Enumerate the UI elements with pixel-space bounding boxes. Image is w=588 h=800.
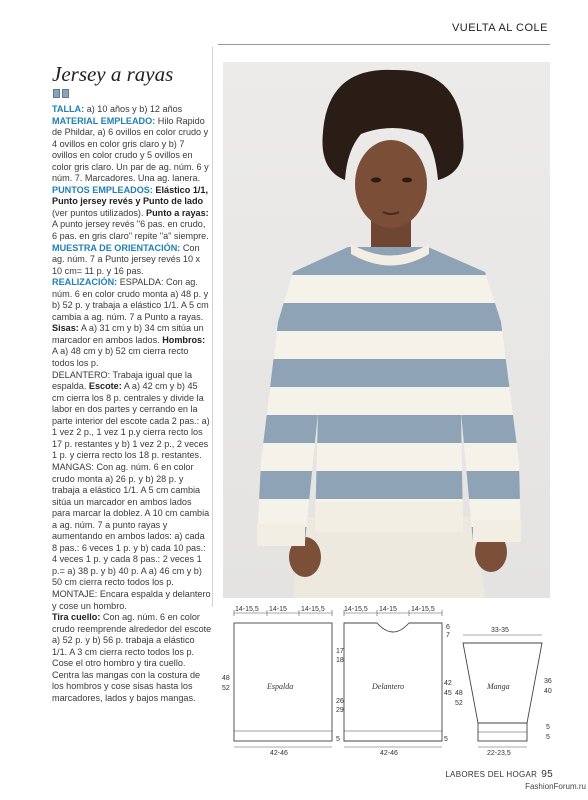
svg-text:14-15,5: 14-15,5 [235, 606, 259, 613]
instruction-segment: MATERIAL EMPLEADO: [52, 115, 156, 126]
svg-text:42: 42 [444, 680, 452, 687]
svg-text:48: 48 [222, 675, 230, 682]
schematics [222, 605, 557, 760]
svg-text:Manga: Manga [487, 682, 510, 691]
svg-text:14-15: 14-15 [379, 606, 397, 613]
svg-text:40: 40 [544, 688, 552, 695]
instruction-segment: (ver puntos utilizados). [52, 207, 144, 218]
svg-text:52: 52 [222, 685, 230, 692]
instruction-paragraph [52, 104, 212, 116]
instruction-segment: Con ag. núm. 7 a Punto jersey revés 10 x 10 cm= 11 p. y 16 pas. [52, 242, 201, 276]
column-divider [212, 47, 213, 607]
instruction-segment: Elástico 1/1, Punto jersey revés y Punto de lado [52, 184, 208, 207]
instruction-segment: Tira cuello: [52, 612, 101, 623]
instruction-paragraph [52, 277, 212, 369]
svg-text:5: 5 [546, 734, 550, 741]
instruction-paragraph [52, 589, 212, 612]
instruction-segment: Con ag. núm. 6 en color crudo reemprende alrededor del escote a) 52 p. y b) 56 p. trabaja a elástico 1/1. A 3 cm cierra recto todos los p. Cose el otro hombro y tira cuello. Centra las mangas con la costura de los hombros y cose sisas hasta los marcadores, lados y bajos mangas. [52, 612, 212, 703]
svg-text:14-15,5: 14-15,5 [301, 606, 325, 613]
svg-text:18: 18 [336, 657, 344, 664]
schematic-delantero [344, 606, 463, 757]
section-tag: VUELTA AL COLE [451, 22, 548, 34]
instructions-text [52, 104, 212, 704]
header-rule [218, 44, 550, 45]
instruction-segment: ESPALDA: Con ag. núm. 6 en color crudo monta a) 48 p. y b) 52 p. y trabaja a elástico 1/1. A 5 cm cambia a ag. núm. 7 a Punto a rayas. [52, 277, 209, 322]
svg-text:17: 17 [336, 648, 344, 655]
watermark: FashionForum.ru [525, 782, 586, 791]
instruction-segment: a) 10 años y b) 12 años [86, 104, 183, 114]
svg-text:14-15,5: 14-15,5 [344, 606, 368, 613]
magazine-footer [445, 769, 553, 780]
schematic-espalda [222, 606, 344, 757]
svg-text:5: 5 [336, 736, 340, 743]
svg-text:42-46: 42-46 [380, 750, 398, 757]
instruction-paragraph [52, 612, 212, 704]
magazine-name: LABORES DEL HOGAR [445, 770, 538, 779]
svg-text:52: 52 [455, 700, 463, 707]
instruction-segment: Hombros: [162, 334, 206, 345]
schematic-manga [463, 627, 552, 757]
instruction-paragraph [52, 116, 212, 185]
svg-text:5: 5 [546, 724, 550, 731]
pattern-title: Jersey a rayas [52, 62, 174, 86]
svg-text:Delantero: Delantero [372, 682, 405, 691]
instruction-segment: TALLA: [52, 104, 85, 114]
svg-text:22-23,5: 22-23,5 [487, 750, 511, 757]
instruction-segment: MUESTRA DE ORIENTACIÓN: [52, 242, 181, 253]
svg-text:42-46: 42-46 [270, 750, 288, 757]
instruction-paragraph [52, 370, 212, 462]
instruction-segment: Escote: [88, 381, 122, 392]
instruction-paragraph [52, 243, 212, 278]
instruction-segment: MANGAS: Con ag. núm. 6 en color crudo monta a) 26 p. y b) 28 p. y trabaja a elástico 1/1. A 5 cm cambia sitúa un marcador en ambos lados para marcar la doblez. A 10 cm cambia a ag. núm. 7 a punto rayas y aumentando en ambos lados: a) cada 8 pas.: 6 veces 1 p. y b) cada 10 pas.: 4 veces 1 p. y cada 8 pas.: 2 veces 1 p.= a) 38 p. y b) 40 p. A a) 46 cm y b) 50 cm cierra recto todos los p. [52, 461, 210, 588]
model-photo [223, 62, 550, 598]
instruction-segment: A a) 42 cm y b) 45 cm cierra los 8 p. centrales y divide la labor en dos partes y cerrando en la parte interior del escote cada 2 pas.: a) 1 vez 2 p., 1 vez 1 p.y cierra recto los 17 p. restantes y b) 1 vez 2 p., 2 veces 1 p. y cierra recto los 18 p. restantes. [52, 381, 210, 461]
instruction-paragraph [52, 185, 212, 243]
instruction-segment: Punto a rayas: [146, 207, 209, 218]
svg-text:26: 26 [336, 698, 344, 705]
instruction-paragraph [52, 462, 212, 589]
svg-text:14-15: 14-15 [269, 606, 287, 613]
svg-text:7: 7 [446, 632, 450, 639]
svg-text:6: 6 [446, 624, 450, 631]
instruction-segment: A punto jersey revés "6 pas. en crudo, 6 pas. en gris claro" repite "a" siempre. [52, 219, 209, 242]
instruction-segment: PUNTOS EMPLEADOS: [52, 184, 153, 195]
difficulty-yarn-icon [53, 89, 69, 98]
instruction-segment: A a) 31 cm y b) 34 cm sitúa un marcador en ambos lados. [52, 323, 204, 345]
instruction-segment: Hilo Rapido de Phildar, a) 6 ovillos en color crudo y 4 ovillos en color gris claro y b) 7 ovillos en color crudo y 5 ovillos en color gris claro. Un par de ag. núm. 6 y núm. 7. Marcadores. Una ag. lanera. [52, 115, 209, 184]
svg-text:5: 5 [444, 736, 448, 743]
svg-text:Espalda: Espalda [267, 682, 294, 691]
instruction-segment: A a) 48 cm y b) 52 cm cierra recto todos los p. [52, 346, 189, 369]
page-number: 95 [541, 769, 553, 780]
instruction-segment: REALIZACIÓN: [52, 277, 118, 288]
svg-text:14-15,5: 14-15,5 [411, 606, 435, 613]
svg-text:36: 36 [544, 678, 552, 685]
svg-text:48: 48 [455, 690, 463, 697]
svg-text:29: 29 [336, 707, 344, 714]
svg-text:33-35: 33-35 [491, 627, 509, 634]
instruction-segment: Sisas: [52, 323, 79, 334]
svg-text:45: 45 [444, 690, 452, 697]
instruction-segment: MONTAJE: Encara espalda y delantero y cose un hombro. [52, 588, 211, 611]
instruction-segment: DELANTERO: Trabaja igual que la espalda. [52, 369, 193, 392]
